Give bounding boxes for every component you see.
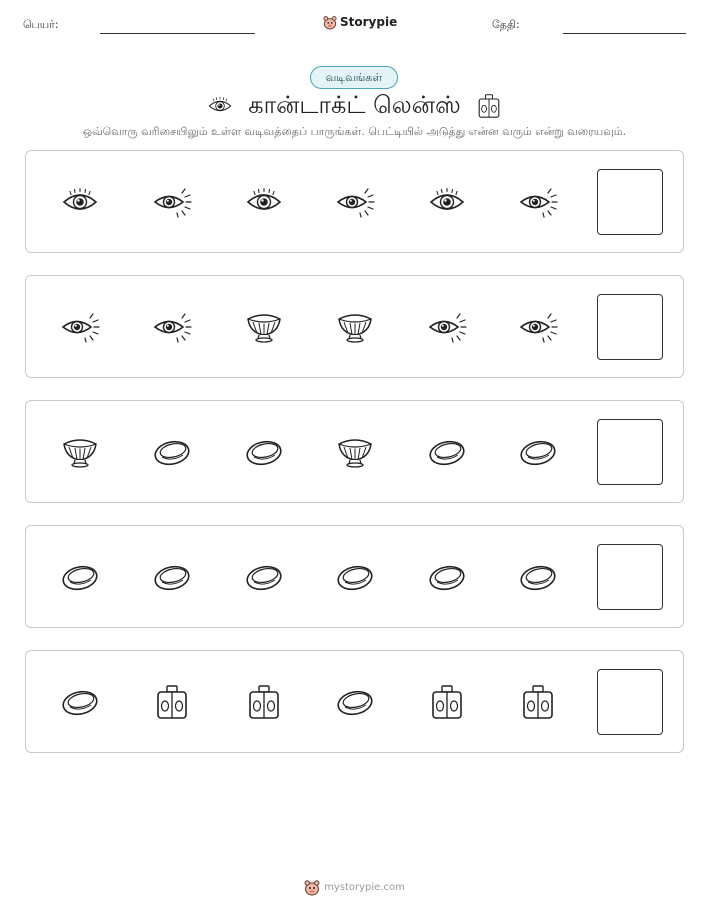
pattern-cell xyxy=(244,684,284,720)
footer xyxy=(0,878,709,896)
eye-icon xyxy=(60,184,100,220)
pattern-cell xyxy=(518,309,558,345)
pattern-cell xyxy=(427,434,467,470)
answer-box[interactable] xyxy=(597,544,663,610)
pattern-cell xyxy=(60,184,100,220)
footer-url: mystorypie.com xyxy=(324,881,405,893)
pattern-cell xyxy=(335,309,375,345)
lens-case-icon xyxy=(244,309,284,345)
pattern-cell xyxy=(244,309,284,345)
lens-case-icon xyxy=(335,309,375,345)
eye-icon xyxy=(244,184,284,220)
pattern-row xyxy=(25,275,684,378)
name-line xyxy=(100,33,255,34)
answer-box[interactable] xyxy=(597,669,663,735)
pattern-cell xyxy=(427,184,467,220)
mascot-icon xyxy=(323,14,337,30)
eye-sparkle-icon xyxy=(518,184,558,220)
eye-sparkle-icon xyxy=(427,309,467,345)
contact-lens-icon xyxy=(335,684,375,720)
pattern-cell xyxy=(518,684,558,720)
eye-icon xyxy=(206,94,234,118)
contact-lens-icon xyxy=(60,684,100,720)
pattern-cell xyxy=(518,559,558,595)
page-title: கான்டாக்ட் லென்ஸ் xyxy=(248,90,461,119)
category-badge: வடிவங்கள் xyxy=(310,66,398,89)
eye-sparkle-icon xyxy=(152,309,192,345)
eye-sparkle-icon xyxy=(518,309,558,345)
pattern-cell xyxy=(244,559,284,595)
lens-case-icon xyxy=(335,434,375,470)
lens-box-icon xyxy=(152,684,192,720)
contact-lens-icon xyxy=(518,559,558,595)
pattern-row xyxy=(25,150,684,253)
date-label: தேதி: xyxy=(492,18,520,31)
pattern-cell xyxy=(152,684,192,720)
pattern-cell xyxy=(152,309,192,345)
pattern-cell xyxy=(518,184,558,220)
date-line xyxy=(563,33,686,34)
pattern-row xyxy=(25,525,684,628)
page-header xyxy=(0,14,709,38)
answer-box[interactable] xyxy=(597,169,663,235)
pattern-cell xyxy=(518,434,558,470)
lens-box-icon xyxy=(244,684,284,720)
lens-box-icon xyxy=(518,684,558,720)
instruction-text: ஒவ்வொரு வரிசையிலும் உள்ள வடிவத்தைப் பாருங்கள். பெட்டியில் அடுத்து என்ன வரும் என்று வரையவும். xyxy=(82,125,627,138)
title-row xyxy=(0,90,709,122)
pattern-cell xyxy=(427,684,467,720)
pattern-cell xyxy=(427,559,467,595)
answer-box[interactable] xyxy=(597,419,663,485)
pattern-cell xyxy=(60,434,100,470)
answer-box[interactable] xyxy=(597,294,663,360)
pattern-cell xyxy=(335,559,375,595)
pattern-cell xyxy=(335,434,375,470)
contact-lens-icon xyxy=(244,434,284,470)
brand-name: Storypie xyxy=(340,15,398,29)
pattern-row xyxy=(25,400,684,503)
pattern-cell xyxy=(152,434,192,470)
brand-logo xyxy=(323,14,397,30)
pattern-cell xyxy=(60,559,100,595)
pattern-cell xyxy=(60,684,100,720)
pattern-cell xyxy=(244,434,284,470)
eye-sparkle-icon xyxy=(152,184,192,220)
lens-case-icon xyxy=(60,434,100,470)
eye-sparkle-icon xyxy=(60,309,100,345)
eye-icon xyxy=(427,184,467,220)
lens-box-icon xyxy=(475,92,503,120)
contact-lens-icon xyxy=(427,559,467,595)
pattern-cell xyxy=(152,559,192,595)
pattern-cell xyxy=(335,684,375,720)
contact-lens-icon xyxy=(244,559,284,595)
name-label: பெயர்: xyxy=(23,18,59,31)
contact-lens-icon xyxy=(335,559,375,595)
pattern-cell xyxy=(244,184,284,220)
lens-box-icon xyxy=(427,684,467,720)
contact-lens-icon xyxy=(60,559,100,595)
contact-lens-icon xyxy=(152,559,192,595)
contact-lens-icon xyxy=(152,434,192,470)
pattern-cell xyxy=(152,184,192,220)
pattern-cell xyxy=(427,309,467,345)
pattern-cell xyxy=(335,184,375,220)
mascot-icon xyxy=(304,878,320,896)
pattern-row xyxy=(25,650,684,753)
contact-lens-icon xyxy=(518,434,558,470)
eye-sparkle-icon xyxy=(335,184,375,220)
pattern-cell xyxy=(60,309,100,345)
contact-lens-icon xyxy=(427,434,467,470)
